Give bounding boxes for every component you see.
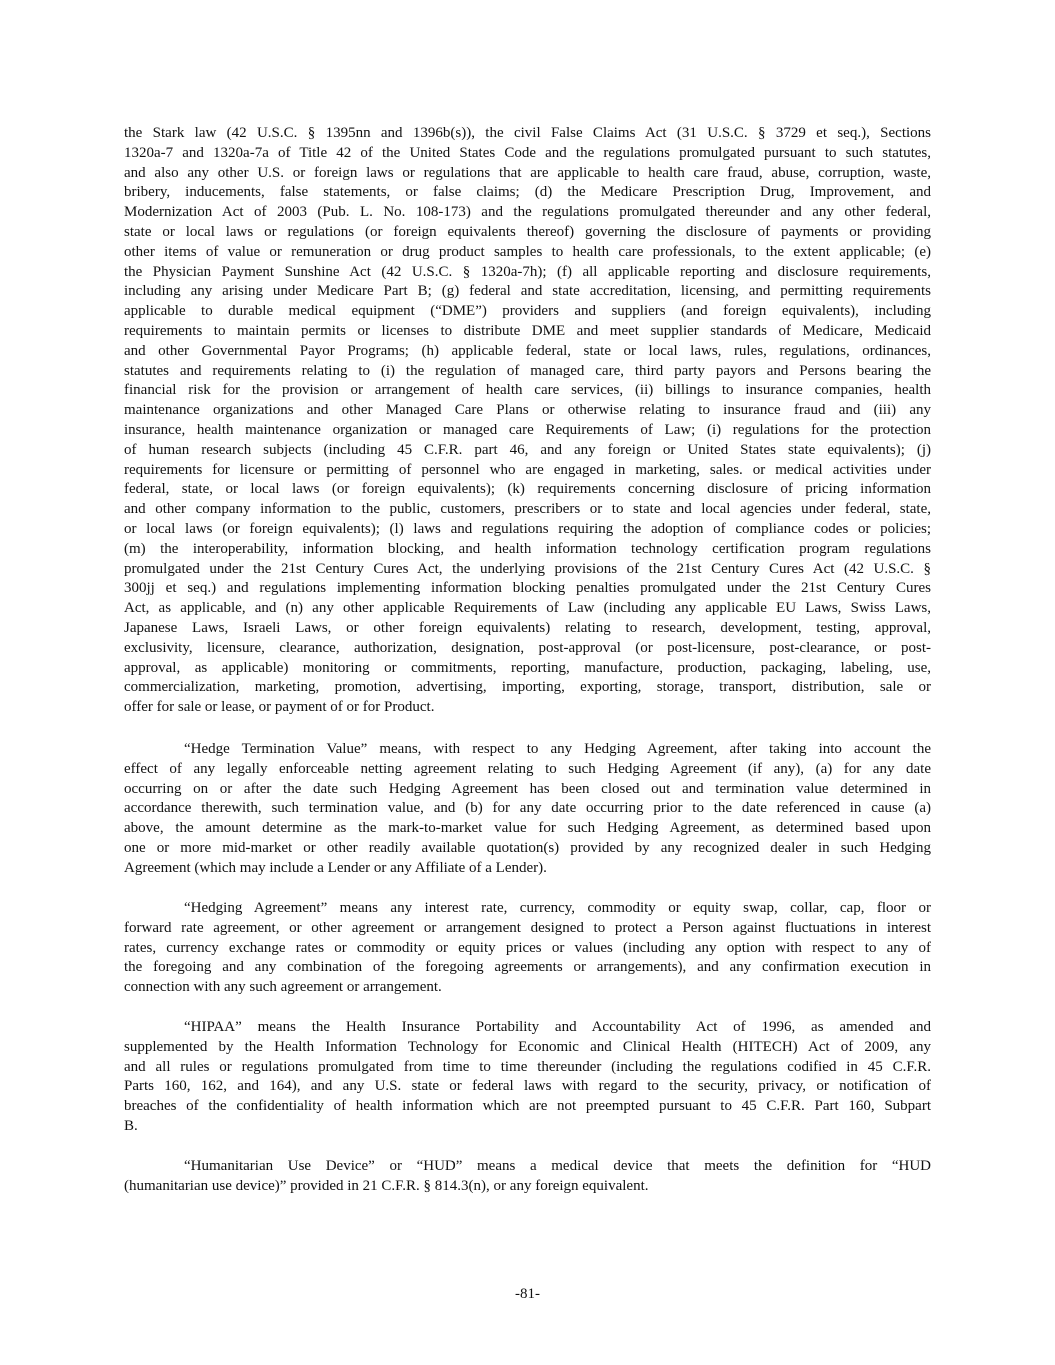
text-line: “Hedge Termination Value” means, with respect to any Hedging Agreement, after taking into account the (184, 741, 931, 757)
text-line: maintenance organizations and other Managed Care Plans or otherwise relating to insurance fraud and (iii) any (124, 402, 931, 419)
definition-hedging-agreement (124, 899, 931, 998)
text-line: Parts 160, 162, and 164), and any U.S. state or federal laws with regard to the security, privacy, or notification of (124, 1078, 931, 1095)
text-line: and also any other U.S. or foreign laws or regulations that are applicable to health care fraud, abuse, corruption, waste, (124, 164, 931, 181)
text-line: requirements for licensure or permitting of personnel who are engaged in marketing, sales. or medical activities under (124, 461, 931, 478)
text-line: state or local laws or regulations (or foreign equivalents thereof) governing the disclosure of payments or providing (124, 223, 931, 240)
text-line: (m) the interoperability, information blocking, and health information technology certification program regulations (124, 540, 931, 557)
text-line: 1320a-7 and 1320a-7a of Title 42 of the United States Code and the regulations promulgated pursuant to such statutes, (124, 144, 931, 161)
text-line: commercialization, marketing, promotion, advertising, importing, exporting, storage, transport, distribution, sale or (124, 679, 931, 696)
text-line: breaches of the confidentiality of health information which are not preempted pursuant to 45 C.F.R. Part 160, Subpart (124, 1098, 931, 1115)
text-line: B. (124, 1117, 138, 1134)
text-line: statutes and requirements relating to (i) the regulation of managed care, third party payors and Persons bearing the (124, 362, 931, 379)
text-line: Modernization Act of 2003 (Pub. L. No. 108-173) and the regulations promulgated thereunder and any other federal, (124, 204, 931, 221)
text-line: financial risk for the provision or arrangement of health care services, (ii) billings to insurance companies, health (124, 382, 931, 399)
text-line: one or more mid-market or other readily available quotation(s) provided by any recognized dealer in such Hedging (124, 839, 931, 856)
text-line: “Humanitarian Use Device” or “HUD” means a medical device that meets the definition for “HUD (184, 1158, 931, 1174)
text-line: Agreement (which may include a Lender or any Affiliate of a Lender). (124, 859, 547, 876)
text-line: accordance therewith, such termination value, and (b) for any date occurring prior to the date referenced in cause (a) (124, 800, 931, 817)
text-line: Japanese Laws, Israeli Laws, or other foreign equivalents) relating to research, development, testing, approval, (124, 619, 931, 636)
text-line: “Hedging Agreement” means any interest rate, currency, commodity or equity swap, collar, cap, floor or (184, 900, 931, 916)
text-line: 300jj et seq.) and regulations implementing information blocking penalties promulgated under the 21st Century Cures (124, 580, 931, 597)
page-number: -81- (515, 1286, 540, 1302)
definition-hipaa (124, 1018, 931, 1137)
text-line: effect of any legally enforceable netting agreement relating to such Hedging Agreement (if any), (a) for any date (124, 760, 931, 777)
text-line: connection with any such agreement or arrangement. (124, 979, 442, 996)
text-line: exclusivity, licensure, clearance, authorization, designation, post-approval (or post-licensure, post-clearance, or post- (124, 639, 931, 656)
definition-humanitarian-use-device (124, 1157, 931, 1197)
text-line: approval, as applicable) monitoring or commitments, reporting, manufacture, production, packaging, labeling, use, (124, 659, 931, 676)
text-line: above, the amount determine as the mark-to-market value for such Hedging Agreement, as determined based upon (124, 820, 931, 837)
text-line: the Physician Payment Sunshine Act (42 U.S.C. § 1320a-7h); (f) all applicable reporting and disclosure requirements, (124, 263, 931, 280)
text-line: and other company information to the public, customers, prescribers or to state and local agencies under federal, state, (124, 501, 931, 518)
text-line: promulgated under the 21st Century Cures Act, the underlying provisions of the 21st Century Cures Act (42 U.S.C. § (124, 560, 931, 577)
text-line: other items of value or remuneration or drug product samples to health care professionals, to the extent applicable; (e) (124, 243, 931, 260)
text-line: federal, state, or local laws (or foreign equivalents); (k) requirements concerning disclosure of pricing information (124, 481, 931, 498)
text-line: supplemented by the Health Information Technology for Economic and Clinical Health (HITECH) Act of 2009, any (124, 1038, 931, 1055)
text-line: and all rules or regulations promulgated from time to time thereunder (including the regulations codified in 45 C.F.R. (124, 1058, 931, 1075)
text-line: bribery, inducements, false statements, or false claims; (d) the Medicare Prescription Drug, Improvement, and (124, 184, 931, 201)
text-line: offer for sale or lease, or payment of or for Product. (124, 699, 435, 716)
text-line: (humanitarian use device)” provided in 21 C.F.R. § 814.3(n), or any foreign equivalent. (124, 1177, 649, 1194)
text-line: the foregoing and any combination of the foregoing agreements or arrangements), and any confirmation execution in (124, 959, 931, 976)
definition-hedge-termination-value (124, 740, 931, 879)
text-line: applicable to durable medical equipment (“DME”) providers and suppliers (and foreign equivalents), including (124, 303, 931, 320)
text-line: and other Governmental Payor Programs; (h) applicable federal, state or local laws, rules, regulations, ordinances, (124, 342, 931, 359)
text-line: forward rate agreement, or other agreement or arrangement designed to protect a Person against fluctuations in interest (124, 919, 931, 936)
text-line: “HIPAA” means the Health Insurance Portability and Accountability Act of 1996, as amended and (184, 1019, 931, 1035)
paragraph-regulatory-laws (124, 124, 931, 718)
text-line: including any arising under Medicare Part B; (g) federal and state accreditation, licensing, and permitting requirements (124, 283, 931, 300)
text-line: requirements to maintain permits or licenses to distribute DME and meet supplier standards of Medicare, Medicaid (124, 322, 931, 339)
text-line: insurance, health maintenance organization or managed care Requirements of Law; (i) regulations for the protection (124, 421, 931, 438)
text-line: the Stark law (42 U.S.C. § 1395nn and 1396b(s)), the civil False Claims Act (31 U.S.C. § 3729 et seq.), Sections (124, 125, 931, 141)
text-line: rates, currency exchange rates or commodity or equity prices or values (including any option with respect to any of (124, 939, 931, 956)
text-line: or local laws (or foreign equivalents); (l) laws and regulations requiring the adoption of compliance codes or policies; (124, 520, 931, 537)
text-line: occurring on or after the date such Hedging Agreement has been closed out and termination value determined in (124, 780, 931, 797)
text-line: Act, as applicable, and (n) any other applicable Requirements of Law (including any applicable EU Laws, Swiss Laws, (124, 600, 931, 617)
text-line: of human research subjects (including 45 C.F.R. part 46, and any foreign or United States state equivalents); (j) (124, 441, 931, 458)
